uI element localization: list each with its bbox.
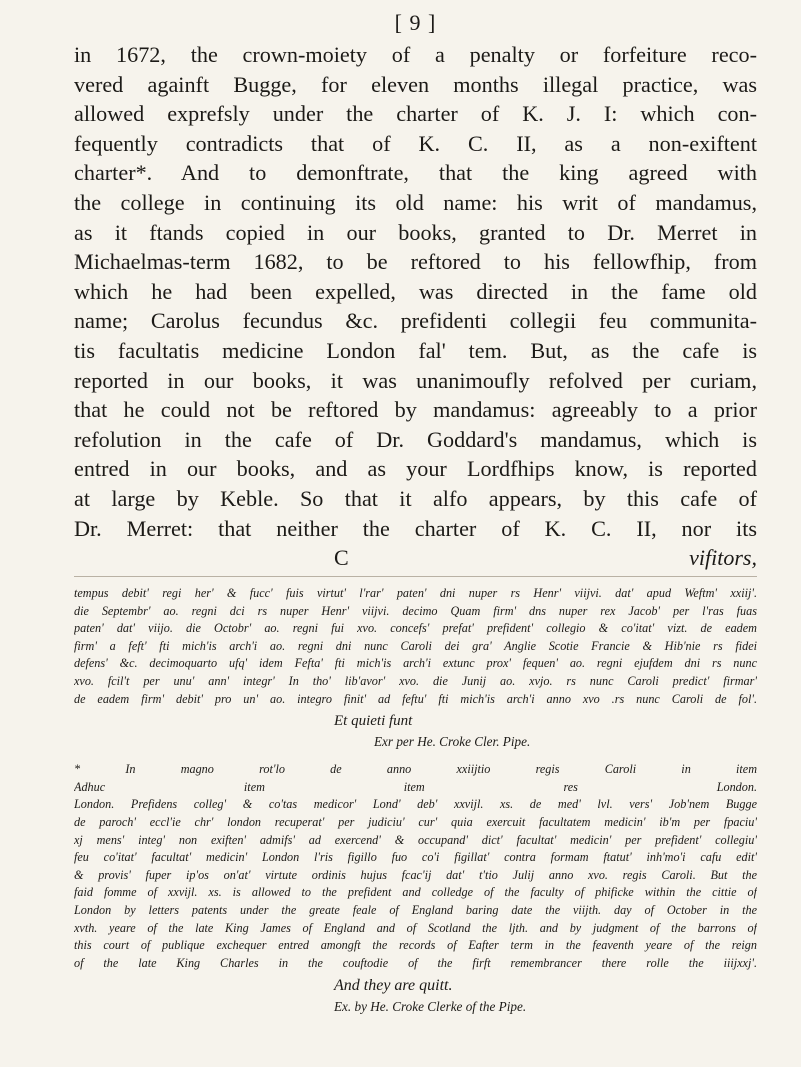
footnote-line: xj mens' integ' non exiften' admifs' ad exercend' & occupand' dict' facultat' medicin' per prefident' collegiu' xyxy=(74,832,757,847)
footnote-line: London. Prefidens colleg' & co'tas medicor' Lond' deb' xxvijl. xs. de med' lvl. vers' Job'nem Bugge xyxy=(74,797,757,812)
footnote-lower-head xyxy=(74,761,757,796)
footnote-line: this court of publique exchequer entred amongft the records of Eafter term in the feaventh yeare of the reign xyxy=(74,938,757,953)
footnote-line: London by letters patents under the greate feale of England baring date the viijth. day of October in the xyxy=(74,903,757,917)
footnote-line: xvth. yeare of the late King James of England and of Scotland the ljth. and by judgment of the barrons of xyxy=(74,920,757,935)
body-line: that he could not be reftored by mandamus: agreeably to a prior xyxy=(74,397,757,423)
body-line: which he had been expelled, was directed in the fame old xyxy=(74,278,757,304)
footnote-line: die Septembr' ao. regni dci rs nuper Henr' viijvi. decimo Quam firm' dns nuper rex Jacob' per l'ras fuas xyxy=(74,603,757,618)
footnote-line: & provis' fuper ip'os on'at' virtute ordinis hujus fcac'ij dat' t'tio Julij anno xvo. regis Caroli. But the xyxy=(74,867,757,882)
footnote-line: xvo. fcil't per unu' ann' integr' In tho' lib'avor' xvo. die Junij ao. xvjo. rs nunc Caroli predict' firmar' xyxy=(74,674,757,689)
footnote-line: paten' dat' viijo. die Octobr' ao. regni fui xvo. concefs' prefat' prefident' collegio & co'itat' vizt. de eadem xyxy=(74,621,757,636)
body-line: tis facultatis medicine London fal' tem. But, as the cafe is xyxy=(74,337,757,363)
footnote-head-line: Adhuc item item res London. xyxy=(74,779,757,794)
body-line: reported in our books, it was unanimoufly refolved per curiam, xyxy=(74,367,757,393)
quieti-lower: And they are quitt. xyxy=(334,977,453,995)
footnote-line: faid fomme of xxvijl. xs. is allowed to the prefident and colledge of the faculty of phificke within the cittie of xyxy=(74,885,757,900)
footnote-line: feu co'itat' facultat' medicin' London l'ris figillo fuo co'i figillat' contra formam ftatut' inh'mo'i cafu edit' xyxy=(74,850,757,865)
body-line: charter*. And to demonftrate, that the king agreed with xyxy=(74,160,757,186)
footnote-line: defens' &c. decimoquarto ufq' idem Fefta' fti mich'is arch'i extunc prox' fequen' ao. regni ejufdem dni rs nunc xyxy=(74,656,757,671)
body-line: Michaelmas-term 1682, to be reftored to his fellowfhip, from xyxy=(74,249,757,275)
catchword: vifitors, xyxy=(689,545,757,571)
body-line: vered againft Bugge, for eleven months illegal practice, was xyxy=(74,71,757,97)
footnote-line: of the late King Charles in the couftodie of the firft remembrancer there rolle the iiijxxj'. xyxy=(74,955,757,970)
signature-mark: C xyxy=(334,545,349,571)
footnote-upper xyxy=(74,585,757,708)
body-line: name; Carolus fecundus &c. prefidenti collegii feu communita- xyxy=(74,308,757,334)
footnote-line: firm' a feft' fti mich'is arch'i ao. regni dni nunc Caroli dei gra' Anglie Scotie Francie & Hib'nie rs fidei xyxy=(74,638,757,653)
body-line: entred in our books, and as your Lordfhips know, is reported xyxy=(74,456,757,482)
footnote-line: de eadem firm' debit' pro un' ao. integro finit' ad feftu' fti mich'is arch'i anno xvo .rs nunc Caroli de fol'. xyxy=(74,691,757,706)
main-body-text xyxy=(74,40,757,543)
footnote-head-line: * In magno rot'lo de anno xxiijtio regis Caroli in item xyxy=(74,762,757,777)
body-line: Dr. Merret: that neither the charter of K. C. II, nor its xyxy=(74,515,757,541)
body-line: fequently contradicts that of K. C. II, as a non-exiftent xyxy=(74,130,757,156)
footnote-line: tempus debit' regi her' & fucc' fuis virtut' l'rar' paten' dni nuper rs Henr' viijvi. dat' apud Weftm' xxiij'. xyxy=(74,586,757,601)
footnote-lower xyxy=(74,796,757,972)
signature-row xyxy=(74,543,757,572)
body-line: refolution in the cafe of Dr. Goddard's mandamus, which is xyxy=(74,426,757,452)
quieti-upper: Et quieti funt xyxy=(334,713,413,730)
body-line: at large by Keble. So that it alfo appears, by this cafe of xyxy=(74,485,757,511)
footnote-line: de paroch' eccl'ie chr' london recuperat' per judiciu' cur' quia exercuit facultatem medicin' ib'm per fpaciu' xyxy=(74,815,757,830)
body-line: in 1672, the crown-moiety of a penalty or forfeiture reco- xyxy=(74,42,757,67)
body-line: allowed exprefsly under the charter of K. J. I: which con- xyxy=(74,101,757,127)
exr-lower: Ex. by He. Croke Clerke of the Pipe. xyxy=(334,999,527,1015)
page-number: [ 9 ] xyxy=(394,10,437,35)
body-line: the college in continuing its old name: his writ of mandamus, xyxy=(74,189,757,215)
exr-upper: Exr per He. Croke Cler. Pipe. xyxy=(374,734,531,750)
footnote-divider xyxy=(74,576,757,577)
body-line: as it ftands copied in our books, granted to Dr. Merret in xyxy=(74,219,757,245)
